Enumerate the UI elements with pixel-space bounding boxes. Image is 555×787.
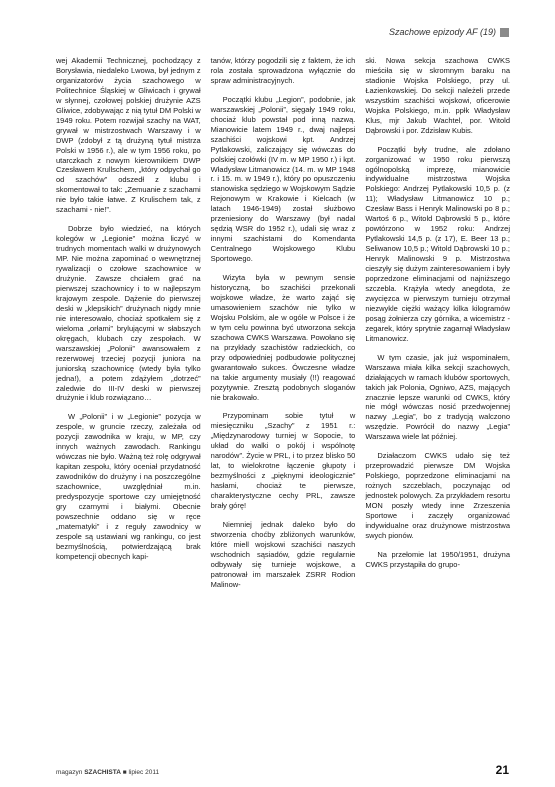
magazine-prefix: magazyn [56,769,83,776]
paragraph: ski. Nowa sekcja szachowa CWKS mieściła się w skromnym baraku na stadionie Wojska Polskiego, przy ul. Łazienkowskiej. Do sekcji należeli przede wszystkim szachiści wojskowi, oficerowie Wojska Polskiego, m.in. ppłk Władysław Klus, mjr Jakub Wachtel, por. Witold Dąbrowski i por. Zdzisław Kubis. [365,56,511,135]
section-header [389,27,509,37]
paragraph: Dobrze było wiedzieć, na których kolegów w „Legionie” można liczyć w trudnych momentach walki w drużynowych MP. Nie można zapominać o wewnętrznej rywalizacji o czołowe szachownice w drużynie. Zawsze chciałem grać na pierwszej szachownicy i to w najlepszym krajowym zespole. Dążenie do pierwszej deski w „klepsikich” drużynach nigdy mnie nie interesowało, chociaż spotkałem się z wieloma „orłami” brylującymi w słabszych okręgach, klubach czy zespołach. W warszawskiej „Polonii” awansowałem z rezerwowej trzeciej pozycji juniora na juniorską szachownicę (wtedy była tylko jedna!), a potem zdążyłem „dotrzeć” zaledwie do III-IV deski w pierwszej drużynie i klub rozwiązano… [56,224,201,403]
text-column-3 [365,56,510,756]
section-title: Szachowe epizody AF (19) [388,27,496,37]
paragraph: Niemniej jednak daleko było do stworzenia choćby zbliżonych warunków, które miell wojskowi szachiści naszych wschodnich sąsiadów, gdzie regularnie odbywały się turnieje wojskowe, a patronował im marszałek ZSRR Rodion Malinow- [210,519,356,589]
paragraph: Początki klubu „Legion”, podobnie, jak warszawskiej „Polonii”, sięgały 1949 roku, chociaż klub powstał pod inną nazwą. Mianowicie latem 1949 r., dwaj najlepsi szachiści wojskowi kpt. Andrzej Pytlakowski, zaliczający się wówczas do polskiej czołówki (IV m. w MP 1950 r.) i kpt. Władysław Litmanowicz (14. m. w MP 1948 r. i 15. m. w 1949 r.), który po opuszczeniu stanowiska sędziego w Wojskowym Sądzie Rejonowym w Krakowie i Kielcach (w latach 1946-1949) został służbowo przeniesiony do Warszawy (był nadal sędzią WSR do 1952 r.), udali się wraz z innymi szachistami do Komendanta Centralnego Wojskowego Klubu Sportowego. [210,94,356,264]
paragraph: wej Akademii Technicznej, pochodzący z Borysławia, niedaleko Lwowa, był jednym z organizatorów życia szachowego w Politechnice Śląskiej w Gliwicach i grywał w słynnej, czołowej polskiej drużynie AZS Gliwice, zdobywając z nią tytuł DM Polski w 1949 roku. Potem rozwijał szachy na WAT, grywał w mistrzostwach Warszawy i w DWP (zdobył z tą drużyną tytuł mistrza Polski w 1956 r.), ale w tym 1956 roku, po utarczkach z nowym kierownikiem DWP Czesławem Krullschem, „który odpychał go od szachów” odszedł z klubu i skomentował to tak: „Zemuanie z szachami nie było takie łatwe. Z Krulischem tak, z szachami - nie!”. [56,56,201,215]
issue-date: lipiec 2011 [128,769,160,776]
page-number: 21 [495,763,509,777]
paragraph: W tym czasie, jak już wspominałem, Warszawa miała kilka sekcji szachowych, działających w ramach klubów sportowych, takich jak Polonia, Ogniwo, AZS, mających znacznie lepsze warunki od CWKS, który nie mógł wówczas nosić przedwojennej nazwy „Legia”, bo z tradycją walczono wszędzie. Powrócił do nazwy „Legia” Warszawa wiele lat później. [365,352,511,442]
square-bullet-icon [500,28,509,37]
paragraph: W „Polonii” i w „Legionie” pozycja w zespole, w gruncie rzeczy, zależała od pozycji zawodnika w kraju, w MP, czy innych ważnych zawodach. Rankingu wówczas nie było. Ważną też rolę odgrywał kapitan zespołu, który oceniał przydatność zawodników do drużyny i na poszczególne szachownice, uwzględniał m.in. predyspozycje sportowe czy umiejętność gry czarnymi i białymi. Obecnie powszechnie oddano się w ręce „matematyki” i z reguły zawodnicy w zespole są ustawiani wg rankingu, co jest bezmyślnością, potwierdzającą brak kompetencji obecnych kapi- [56,412,201,561]
page-footer [56,763,509,777]
paragraph: Przypominam sobie tytuł w miesięczniku „Szachy” z 1951 r.: „Międzynarodowy turniej w Sopocie, to układ do walki o pokój i wspólnotę narodów”. Życie w PRL, i to przez blisko 50 lat, to wielokrotne łączenie głupoty i bezmyślności z „pięknymi ideologicznie” hasłami, chociaż te pierwsze, charakterystyczne cechy PRL, zawsze brały górę! [210,411,356,511]
text-column-1 [56,56,201,756]
article-body [56,56,510,756]
magazine-name: SZACHISTA [84,769,121,776]
separator-icon: ■ [122,769,127,776]
paragraph: Wizyta była w pewnym sensie historyczną, bo szachiści przekonali wojskowe władze, że warto zająć się umasowieniem szachów nie tylko w Wojsku Polskim, ale w ogóle w Polsce i że w tym celu powinna być utworzona sekcja szachowa CWKS Warszawa. Powołano się na przykłady szachistów radzieckich, co przy odpowiedniej podbudowie politycznej gwarantowało sukces. Ówczesne władze na takie argumenty musiały (!!) reagować pozytywnie. Zresztą podobnych sloganów nie brakowało. [210,273,356,402]
paragraph: Początki były trudne, ale zdołano zorganizować w 1950 roku pierwszą ogólnopolską imprezę, mianowicie indywidualne mistrzostwa Wojska Polskiego: Andrzej Pytlakowski 10,5 p. (z 11); Władysław Litmanowicz 10 p.; Czesław Bass i Henryk Malinowski po 8 p.; Wartoś 6 p., Witold Dąbrowski 5 p., które powtórzono w 1952 roku: Andrzej Pytlakowski 14,5 p. (z 17), E. Beer 13 p.; Seliwanow 10,5 p.; Witold Dąbrowski 10 p.; Henryk Malinowski 9 p. Mistrzostwa cieszyły się dużym zainteresowaniem i były poprzedzone eliminacjami od najniższego szczebla. Krążyła wtedy anegdota, że zwycięzca w pierwszym turnieju otrzymał niezwykle ciężki ważący kilka kilogramów posąg żołnierza czy górnika, a wicemistrz - zegarek, który sprytnie zagarnął Władysław Litmanowicz. [365,144,511,343]
magazine-credit [56,769,159,776]
paragraph: Na przełomie lat 1950/1951, drużyna CWKS przystąpiła do grupo- [365,549,511,569]
paragraph: Działaczom CWKS udało się też przeprowadzić pierwsze DM Wojska Polskiego, poprzedzone eliminacjami na rożnych szczeblach, poczynając od jednostek polowych. Za przykładem resortu MON poszły wtedy inne Zrzeszenia Sportowe i zaczęły organizować indywidualne oraz drużynowe mistrzostwa swych pionów. [365,451,511,540]
text-column-2 [211,56,356,756]
paragraph: tanów, którzy pogodzili się z faktem, że ich rola została sprowadzona wyłącznie do spraw administracyjnych. [210,56,356,85]
